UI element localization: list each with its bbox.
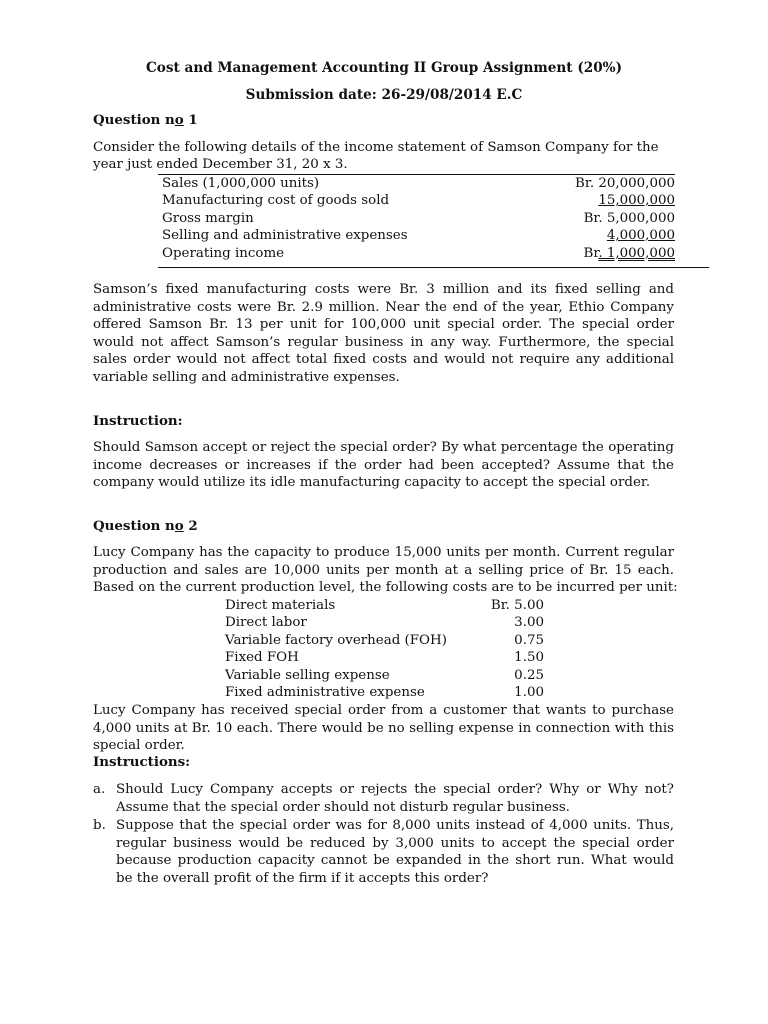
cost-label: Direct labor — [225, 615, 307, 630]
statement-label: Gross margin — [162, 211, 254, 226]
submission-date: Submission date: 26-29/08/2014 E.C — [245, 87, 523, 103]
intro-line: production and sales are 10,000 units per month at a selling price of Br. 15 each. — [93, 562, 674, 578]
list-marker: a. — [93, 782, 106, 797]
intro-line: Based on the current production level, the following costs are to be incurred per unit: — [93, 580, 678, 595]
question-1-intro-line-1: Consider the following details of the income statement of Samson Company for the — [93, 140, 659, 155]
item-line: regular business would be reduced by 3,000 units to accept the special order — [116, 835, 674, 851]
instruction-line: income decreases or increases if the order had been accepted? Assume that the — [93, 457, 674, 473]
question-2-heading: Question no 2 — [93, 518, 198, 534]
item-line: Assume that the special order should not disturb regular business. — [116, 799, 570, 815]
statement-value: Br. 20,000,000 — [575, 176, 675, 191]
statement-value: Br. 1,000,000 — [583, 246, 675, 261]
statement-value: 4,000,000 — [606, 228, 675, 243]
question-2-instructions-heading: Instructions: — [93, 754, 191, 770]
question-2-intro — [93, 544, 678, 597]
question-1-heading: Question no 1 — [93, 112, 198, 128]
question-1-intro-line-2: year just ended December 31, 20 x 3. — [93, 157, 348, 172]
statement-label: Sales (1,000,000 units) — [162, 176, 320, 191]
paragraph-line: Samson’s fixed manufacturing costs were Br. 3 million and its fixed selling and — [93, 282, 674, 297]
cost-value: 3.00 — [514, 615, 544, 630]
paragraph-line: special order. — [93, 738, 185, 753]
cost-value: 0.25 — [514, 668, 544, 683]
paragraph-line: 4,000 units at Br. 10 each. There would be no selling expense in connection with this — [93, 720, 674, 736]
paragraph-line: sales order would not affect total fixed costs and would not require any additional — [93, 352, 674, 367]
cost-value: 1.00 — [514, 685, 544, 700]
paragraph-line: Lucy Company has received special order from a customer that wants to purchase — [93, 703, 674, 718]
item-line: because production capacity cannot be expanded in the short run. What would — [116, 853, 674, 868]
question-2-paragraph — [93, 702, 674, 755]
cost-label: Variable selling expense — [225, 668, 390, 683]
instruction-item-a — [116, 781, 674, 816]
item-line: Suppose that the special order was for 8,000 units instead of 4,000 units. Thus, — [116, 818, 674, 833]
question-1-paragraph — [93, 281, 674, 386]
cost-label: Fixed FOH — [225, 650, 299, 665]
cost-label: Fixed administrative expense — [225, 685, 425, 700]
table-bottom-rule — [158, 267, 709, 268]
statement-label: Operating income — [162, 246, 285, 261]
intro-line: Lucy Company has the capacity to produce 15,000 units per month. Current regular — [93, 545, 674, 560]
cost-label: Variable factory overhead (FOH) — [225, 633, 447, 648]
instruction-item-b — [116, 817, 674, 887]
item-line: be the overall profit of the firm if it accepts this order? — [116, 870, 489, 886]
instruction-line: Should Samson accept or reject the special order? By what percentage the operating — [93, 440, 674, 455]
statement-label: Manufacturing cost of goods sold — [162, 193, 390, 208]
instruction-line: company would utilize its idle manufacturing capacity to accept the special order. — [93, 475, 651, 490]
cost-value: Br. 5.00 — [490, 598, 544, 613]
question-1-instruction-heading: Instruction: — [93, 413, 183, 429]
cost-value: 1.50 — [514, 650, 544, 665]
statement-value: 15,000,000 — [598, 193, 675, 208]
paragraph-line: would not affect Samson’s regular business in any way. Furthermore, the special — [93, 334, 674, 350]
paragraph-line: administrative costs were Br. 2.9 million. Near the end of the year, Ethio Company — [93, 299, 674, 315]
list-marker: b. — [93, 818, 106, 833]
item-line: Should Lucy Company accepts or rejects the special order? Why or Why not? — [116, 782, 674, 797]
document-title: Cost and Management Accounting II Group Assignment (20%) — [145, 60, 623, 76]
cost-label: Direct materials — [225, 598, 336, 613]
statement-label: Selling and administrative expenses — [162, 228, 408, 243]
question-1-instruction — [93, 439, 674, 492]
statement-value: Br. 5,000,000 — [583, 211, 675, 226]
cost-value: 0.75 — [514, 633, 544, 648]
paragraph-line: variable selling and administrative expenses. — [93, 369, 400, 385]
paragraph-line: offered Samson Br. 13 per unit for 100,000 unit special order. The special order — [93, 317, 674, 332]
